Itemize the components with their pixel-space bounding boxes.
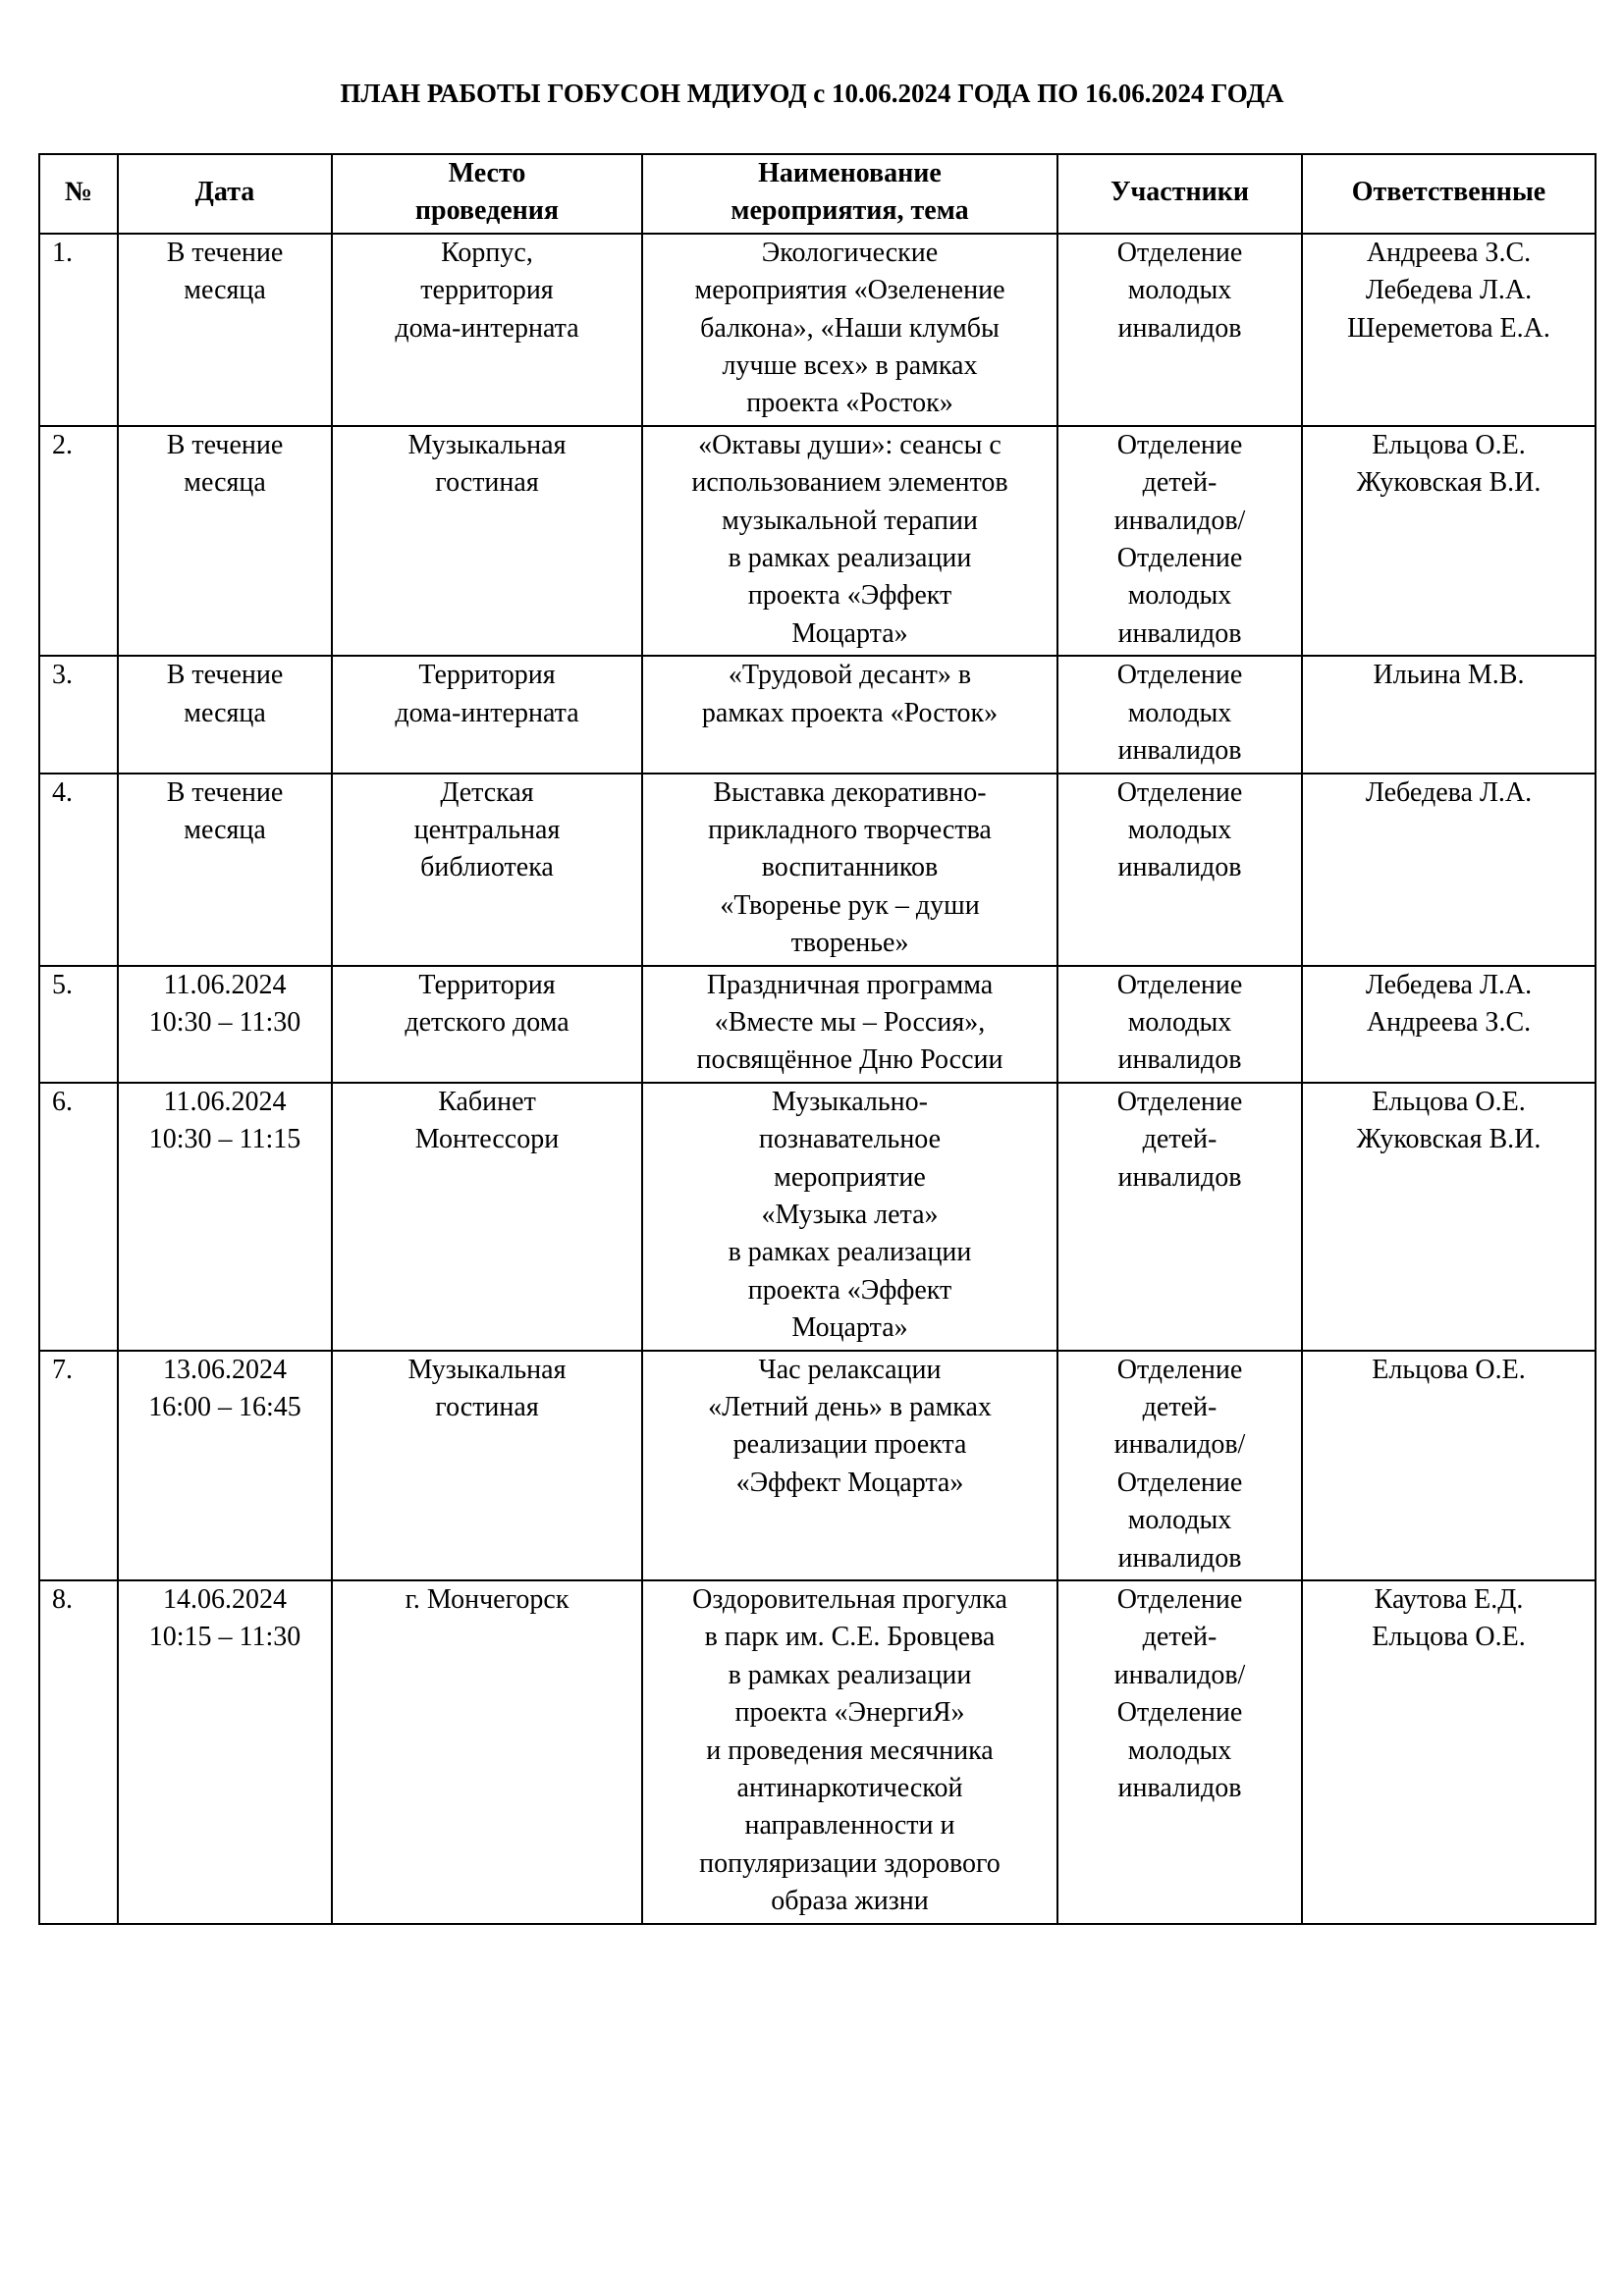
document-title: ПЛАН РАБОТЫ ГОБУСОН МДИУОД с 10.06.2024 ГОДА ПО 16.06.2024 ГОДА <box>340 79 1284 108</box>
cell-participants: Отделение детей- инвалидов/ Отделение молодых инвалидов <box>1057 1351 1302 1580</box>
cell-number: 6. <box>39 1083 118 1351</box>
cell-date: В течение месяца <box>118 774 332 966</box>
cell-responsible: Лебедева Л.А. <box>1302 774 1596 966</box>
header-row <box>39 154 1596 234</box>
cell-place: Музыкальная гостиная <box>332 1351 642 1580</box>
cell-event: Праздничная программа «Вместе мы – Россия», посвящённое Дню России <box>642 966 1057 1083</box>
cell-number: 5. <box>39 966 118 1083</box>
cell-responsible: Ельцова О.Е. Жуковская В.И. <box>1302 1083 1596 1351</box>
cell-event: «Октавы души»: сеансы с использованием элементов музыкальной терапии в рамках реализации проекта «Эффект Моцарта» <box>642 426 1057 656</box>
table-row <box>39 426 1596 656</box>
cell-date: В течение месяца <box>118 656 332 773</box>
cell-event: Выставка декоративно- прикладного творчества воспитанников «Творенье рук – души творенье» <box>642 774 1057 966</box>
cell-responsible: Ельцова О.Е. <box>1302 1351 1596 1580</box>
table-row <box>39 1351 1596 1580</box>
cell-number: 8. <box>39 1580 118 1924</box>
cell-responsible: Ельцова О.Е. Жуковская В.И. <box>1302 426 1596 656</box>
table-row <box>39 234 1596 426</box>
cell-number: 4. <box>39 774 118 966</box>
schedule-table <box>38 153 1597 1925</box>
cell-number: 2. <box>39 426 118 656</box>
cell-number: 1. <box>39 234 118 426</box>
cell-participants: Отделение детей- инвалидов/ Отделение молодых инвалидов <box>1057 1580 1302 1924</box>
header-date: Дата <box>118 154 332 234</box>
cell-event: Час релаксации «Летний день» в рамках реализации проекта «Эффект Моцарта» <box>642 1351 1057 1580</box>
cell-place: Территория дома-интерната <box>332 656 642 773</box>
cell-place: Детская центральная библиотека <box>332 774 642 966</box>
cell-place: Корпус, территория дома-интерната <box>332 234 642 426</box>
cell-date: 11.06.2024 10:30 – 11:15 <box>118 1083 332 1351</box>
cell-date: 13.06.2024 16:00 – 16:45 <box>118 1351 332 1580</box>
cell-event: «Трудовой десант» в рамках проекта «Росток» <box>642 656 1057 773</box>
cell-date: В течение месяца <box>118 426 332 656</box>
table-row <box>39 656 1596 773</box>
cell-participants: Отделение детей- инвалидов <box>1057 1083 1302 1351</box>
table-row <box>39 1083 1596 1351</box>
cell-responsible: Андреева З.С. Лебедева Л.А. Шереметова Е.А. <box>1302 234 1596 426</box>
cell-responsible: Ильина М.В. <box>1302 656 1596 773</box>
table-row <box>39 966 1596 1083</box>
header-participants: Участники <box>1057 154 1302 234</box>
cell-event: Музыкально- познавательное мероприятие «Музыка лета» в рамках реализации проекта «Эффект Моцарта» <box>642 1083 1057 1351</box>
cell-date: В течение месяца <box>118 234 332 426</box>
header-place: Место проведения <box>332 154 642 234</box>
cell-date: 14.06.2024 10:15 – 11:30 <box>118 1580 332 1924</box>
cell-place: Кабинет Монтессори <box>332 1083 642 1351</box>
cell-responsible: Каутова Е.Д. Ельцова О.Е. <box>1302 1580 1596 1924</box>
cell-participants: Отделение молодых инвалидов <box>1057 774 1302 966</box>
cell-place: г. Мончегорск <box>332 1580 642 1924</box>
cell-participants: Отделение молодых инвалидов <box>1057 966 1302 1083</box>
table-row <box>39 1580 1596 1924</box>
cell-participants: Отделение молодых инвалидов <box>1057 656 1302 773</box>
cell-event: Оздоровительная прогулка в парк им. С.Е. Бровцева в рамках реализации проекта «ЭнергиЯ» и проведения месячника антинаркотической направленности и популяризации здорового образа жизни <box>642 1580 1057 1924</box>
cell-number: 3. <box>39 656 118 773</box>
cell-event: Экологические мероприятия «Озеленение балкона», «Наши клумбы лучше всех» в рамках проекта «Росток» <box>642 234 1057 426</box>
header-number: № <box>39 154 118 234</box>
cell-participants: Отделение молодых инвалидов <box>1057 234 1302 426</box>
cell-participants: Отделение детей- инвалидов/ Отделение молодых инвалидов <box>1057 426 1302 656</box>
table-row <box>39 774 1596 966</box>
cell-responsible: Лебедева Л.А. Андреева З.С. <box>1302 966 1596 1083</box>
cell-place: Музыкальная гостиная <box>332 426 642 656</box>
header-responsible: Ответственные <box>1302 154 1596 234</box>
header-event: Наименование мероприятия, тема <box>642 154 1057 234</box>
cell-date: 11.06.2024 10:30 – 11:30 <box>118 966 332 1083</box>
cell-place: Территория детского дома <box>332 966 642 1083</box>
cell-number: 7. <box>39 1351 118 1580</box>
